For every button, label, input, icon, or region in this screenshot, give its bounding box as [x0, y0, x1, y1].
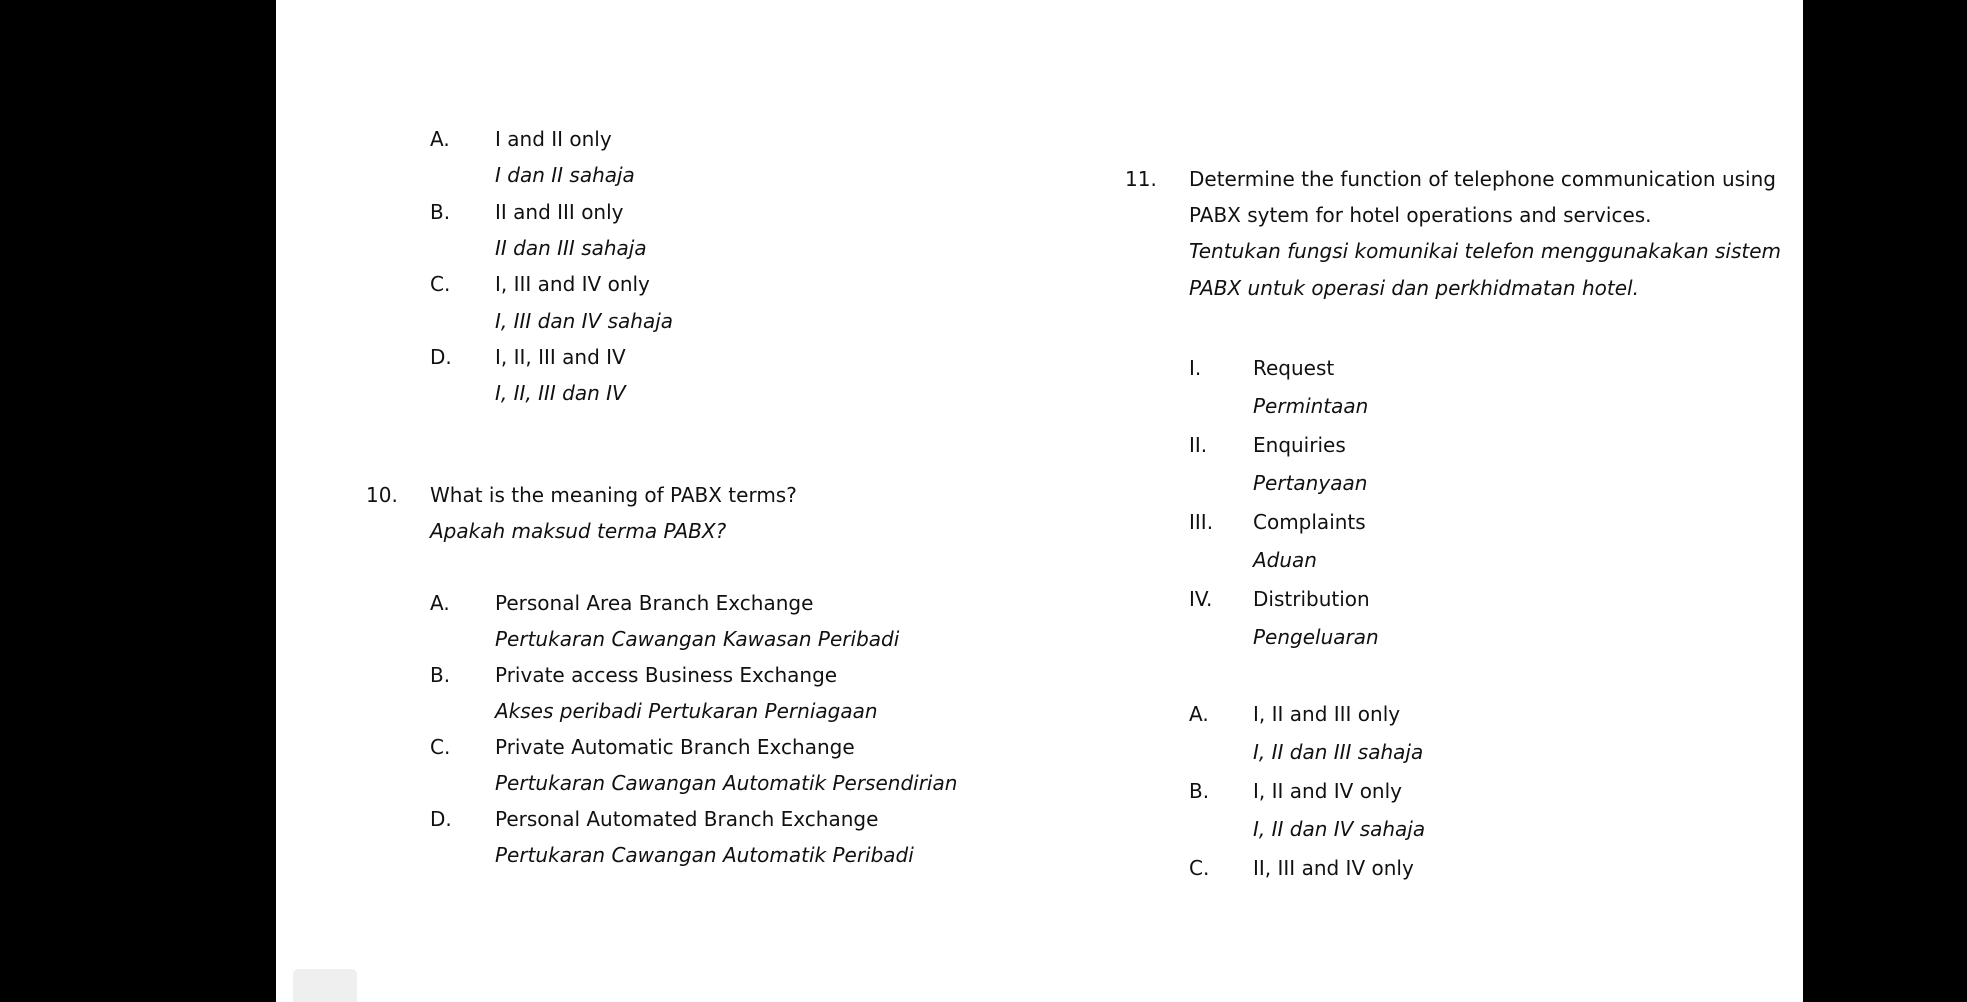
- q11-option-b-en: I, II and IV only: [1253, 779, 1402, 803]
- q10-question-en: What is the meaning of PABX terms?: [430, 483, 797, 507]
- q11-statement-numeral-3: III.: [1189, 510, 1214, 534]
- q9-option-c-ms: I, III dan IV sahaja: [495, 309, 674, 333]
- q11-option-letter-a: A.: [1189, 702, 1209, 726]
- q11-option-letter-b: B.: [1189, 779, 1210, 803]
- q11-statement-4-en: Distribution: [1253, 587, 1370, 611]
- q10-option-letter-c: C.: [430, 735, 451, 759]
- q10-option-letter-a: A.: [430, 591, 450, 615]
- q10-option-d-ms: Pertukaran Cawangan Automatik Peribadi: [495, 843, 914, 867]
- q11-statement-1-en: Request: [1253, 356, 1335, 380]
- q11-statement-numeral-2: II.: [1189, 433, 1208, 457]
- q11-question-ms-line1: Tentukan fungsi komunikai telefon menggunakakan sistem: [1189, 239, 1782, 263]
- q10-option-d-en: Personal Automated Branch Exchange: [495, 807, 879, 831]
- q9-option-letter-c: C.: [430, 272, 451, 296]
- q11-question-en-line1: Determine the function of telephone communication using: [1189, 167, 1776, 191]
- q9-option-a-ms: I dan II sahaja: [495, 163, 635, 187]
- q9-option-d-ms: I, II, III dan IV: [495, 381, 626, 405]
- q10-option-c-en: Private Automatic Branch Exchange: [495, 735, 855, 759]
- q10-option-a-ms: Pertukaran Cawangan Kawasan Peribadi: [495, 627, 900, 651]
- q11-question-ms-line2: PABX untuk operasi dan perkhidmatan hotel.: [1189, 276, 1639, 300]
- q11-option-b-ms: I, II dan IV sahaja: [1253, 817, 1426, 841]
- q9-option-b-ms: II dan III sahaja: [495, 236, 647, 260]
- q10-option-letter-d: D.: [430, 807, 452, 831]
- q9-option-letter-d: D.: [430, 345, 452, 369]
- q10-option-b-en: Private access Business Exchange: [495, 663, 838, 687]
- q11-number: 11.: [1125, 167, 1157, 191]
- q10-number: 10.: [366, 483, 398, 507]
- document-page: [276, 0, 1803, 1002]
- q11-option-c-en: II, III and IV only: [1253, 856, 1414, 880]
- q9-option-letter-a: A.: [430, 127, 450, 151]
- q9-option-b-en: II and III only: [495, 200, 624, 224]
- q9-option-letter-b: B.: [430, 200, 451, 224]
- q11-statement-2-ms: Pertanyaan: [1253, 471, 1368, 495]
- q9-option-d-en: I, II, III and IV: [495, 345, 626, 369]
- q10-option-letter-b: B.: [430, 663, 451, 687]
- q11-statement-numeral-1: I.: [1189, 356, 1202, 380]
- q11-question-en-line2: PABX sytem for hotel operations and services.: [1189, 203, 1652, 227]
- q11-statement-1-ms: Permintaan: [1253, 394, 1369, 418]
- page-thumbnail-tab[interactable]: [293, 969, 357, 1002]
- q11-statement-3-en: Complaints: [1253, 510, 1366, 534]
- q9-option-a-en: I and II only: [495, 127, 612, 151]
- q10-option-a-en: Personal Area Branch Exchange: [495, 591, 814, 615]
- q10-option-b-ms: Akses peribadi Pertukaran Perniagaan: [495, 699, 878, 723]
- q11-option-letter-c: C.: [1189, 856, 1210, 880]
- q10-question-ms: Apakah maksud terma PABX?: [430, 519, 727, 543]
- q11-statement-4-ms: Pengeluaran: [1253, 625, 1379, 649]
- q11-statement-2-en: Enquiries: [1253, 433, 1346, 457]
- q11-option-a-en: I, II and III only: [1253, 702, 1401, 726]
- q11-option-a-ms: I, II dan III sahaja: [1253, 740, 1424, 764]
- q9-option-c-en: I, III and IV only: [495, 272, 650, 296]
- q11-statement-3-ms: Aduan: [1253, 548, 1317, 572]
- q10-option-c-ms: Pertukaran Cawangan Automatik Persendirian: [495, 771, 958, 795]
- q11-statement-numeral-4: IV.: [1189, 587, 1213, 611]
